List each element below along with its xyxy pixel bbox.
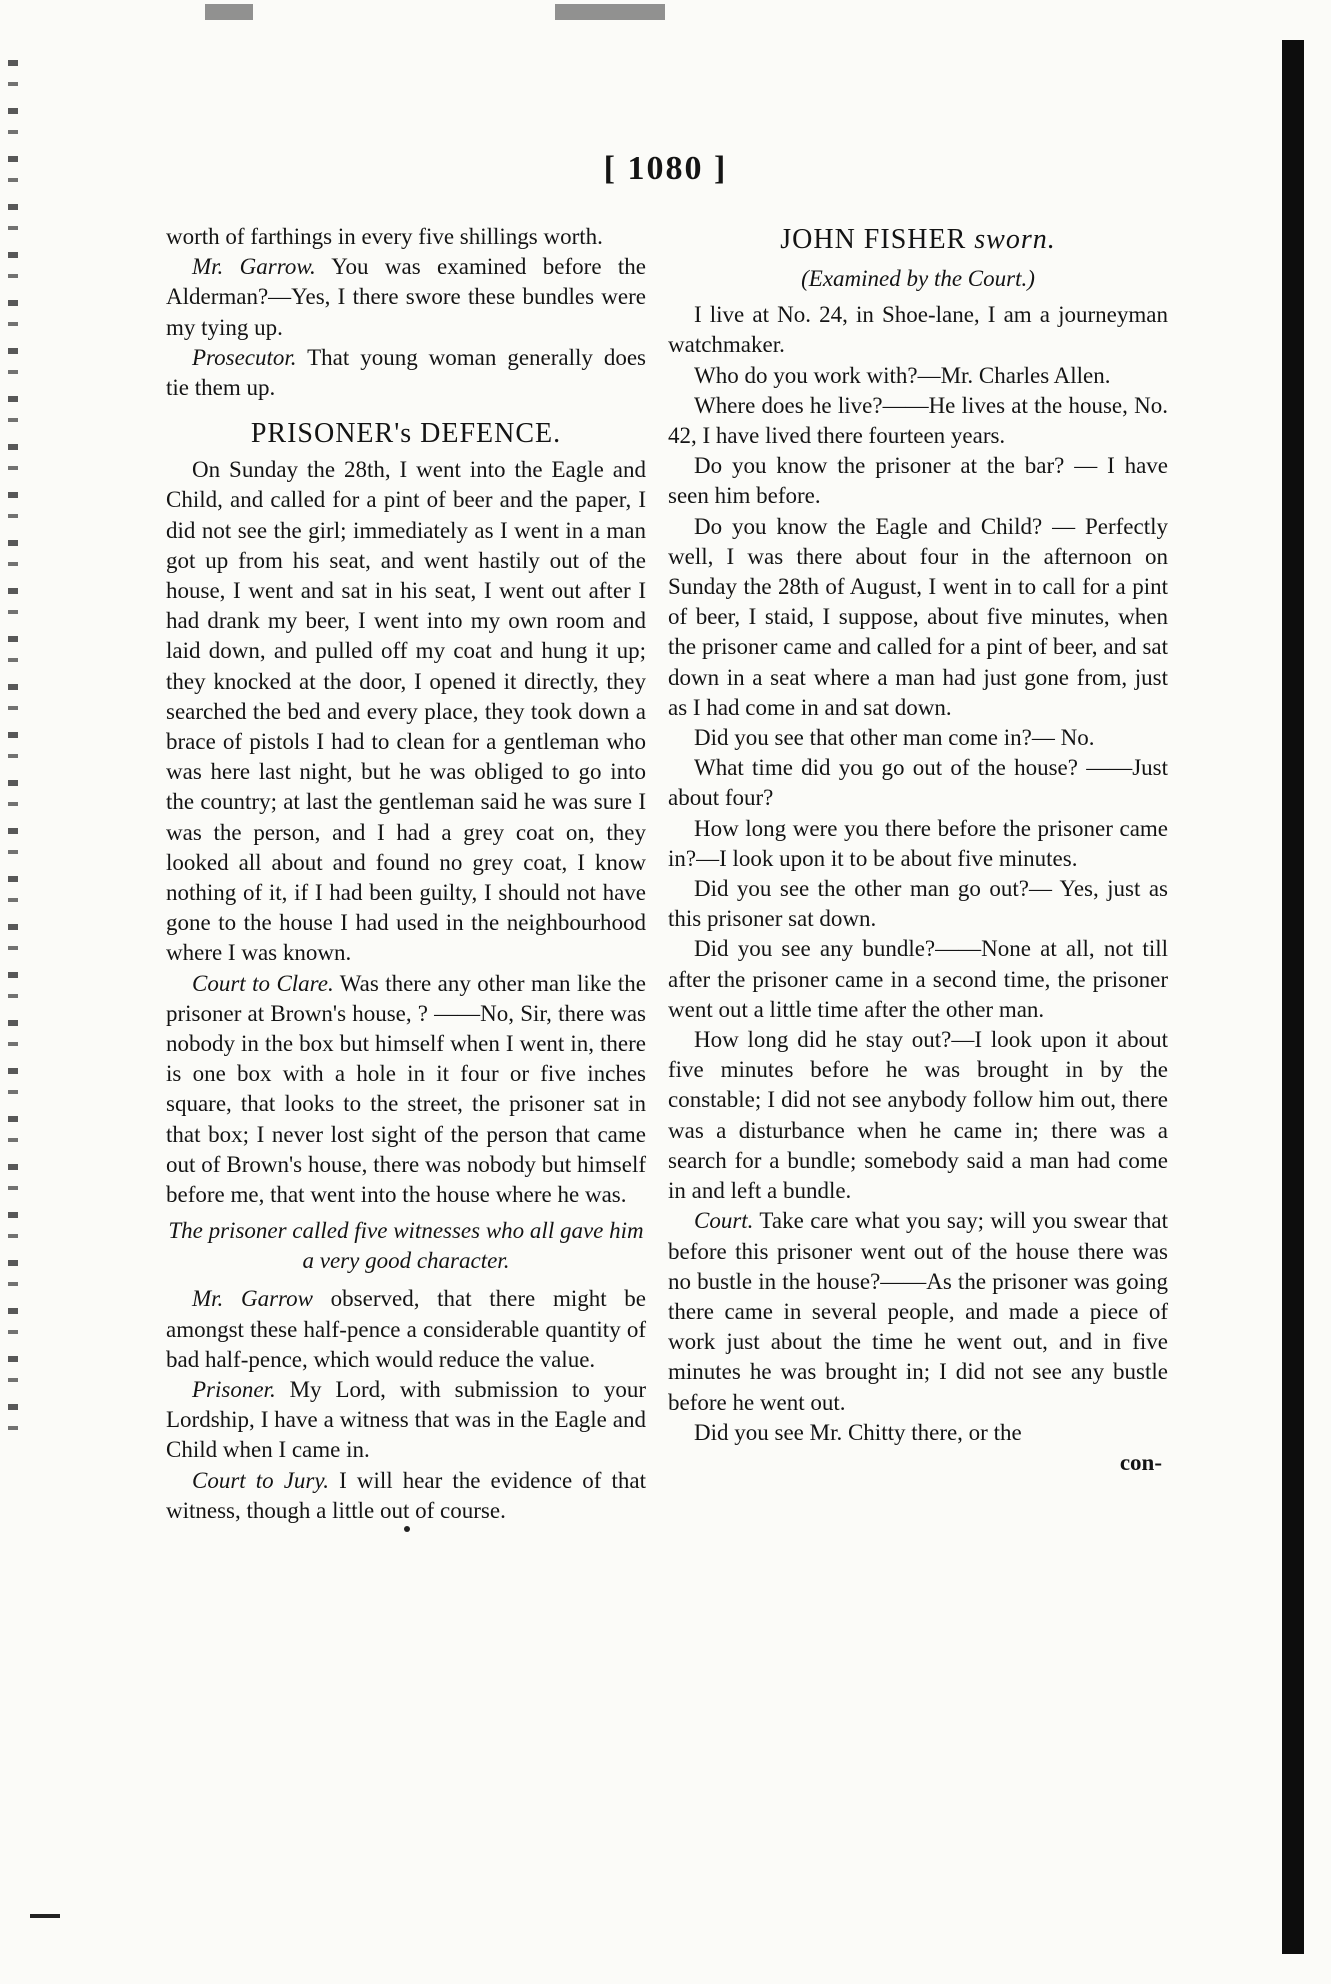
paragraph: [166, 343, 646, 403]
speech: Take care what you say; will you swear that before this prisoner went out of the house there was no bustle in the house?——As the prisoner was going there came in several people, and made a piece of work just about the time he went out, and in five minutes he was brought in; I did not see any bustle before he went out.: [668, 1208, 1168, 1415]
character-witness-note: The prisoner called five witnesses who all gave him a very good character.: [168, 1218, 644, 1274]
catchword: con-: [1119, 1449, 1162, 1475]
speaker: Court to Clare.: [192, 970, 334, 996]
paragraph: Did you see the other man go out?— Yes, just as this prisoner sat down.: [668, 876, 1168, 932]
page-number: [ 1080 ]: [603, 150, 728, 187]
speaker: Mr. Garrow.: [192, 254, 316, 280]
speech: I will hear the evidence of that witness, though a little out of course.: [166, 1467, 646, 1523]
testimony-paragraphs: [668, 300, 1168, 1206]
paragraph: Did you see Mr. Chitty there, or the: [694, 1419, 1022, 1445]
top-ink-smudge: [205, 4, 253, 20]
paragraph: worth of farthings in every five shillings worth.: [166, 224, 603, 249]
speech: My Lord, with submission to your Lordship, I have a witness that was in the Eagle and Child when I came in.: [166, 1376, 646, 1463]
paragraph: How long were you there before the prisoner came in?—I look upon it to be about five minutes.: [668, 815, 1168, 871]
examined-by-court: (Examined by the Court.): [801, 266, 1035, 291]
paragraph: Who do you work with?—Mr. Charles Allen.: [694, 362, 1111, 388]
paragraph: Do you know the Eagle and Child? — Perfectly well, I was there about four in the afternoon on Sunday the 28th of August, I went in to call for a pint of beer, I staid, I suppose, about five minutes, when the prisoner came and called for a pint of beer, and sat down in a seat where a man had just gone from, just as I had come in and sat down.: [668, 513, 1168, 720]
paragraph: What time did you go out of the house? ——Just about four?: [668, 755, 1168, 811]
speaker: Prisoner.: [192, 1376, 276, 1402]
paragraph: Do you know the prisoner at the bar? — I have seen him before.: [668, 453, 1168, 509]
paragraph: Where does he live?——He lives at the house, No. 42, I have lived there fourteen years.: [668, 392, 1168, 449]
section-heading: PRISONER's DEFENCE.: [250, 418, 562, 450]
paragraph: I live at No. 24, in Shoe-lane, I am a journeyman watchmaker.: [668, 302, 1168, 358]
paragraph: [668, 1206, 1168, 1417]
right-margin-binding: [1282, 40, 1304, 1954]
speaker: Court.: [694, 1208, 754, 1234]
paragraph: Did you see that other man come in?— No.: [694, 725, 1095, 751]
witness-name: JOHN FISHER: [780, 224, 967, 255]
ink-speck: [404, 1526, 410, 1532]
left-column: [166, 222, 646, 1526]
speech: You was examined before the Alderman?—Yes, I there swore these bundles were my tying up.: [166, 254, 646, 340]
speech: That young woman generally does tie them up.: [166, 344, 646, 401]
paragraph: [166, 252, 646, 343]
witness-sworn: sworn.: [966, 224, 1056, 255]
right-column: [668, 222, 1168, 1478]
paragraph: [166, 969, 646, 1211]
speaker: Court to Jury.: [192, 1467, 330, 1493]
top-ink-smudge: [555, 4, 665, 20]
paragraph: On Sunday the 28th, I went into the Eagle and Child, and called for a pint of beer and the paper, I did not see the girl; immediately as I went in a man got up from his seat, and went hastily out of the house, I went and sat in his seat, I went out after I had drank my beer, I went into my own room and laid down, and pulled off my coat and hung it up; they knocked at the door, I opened it directly, they searched the bed and every place, they took down a brace of pistols I had to clean for a gentleman who was here last night, but he was obliged to go into the country; at last the gentleman said he was sure I was the person, and I had a grey coat on, they looked all about and found no grey coat, I know nothing of it, if I had been guilty, I should not have gone to the house I had used in the neighbourhood where I was known.: [166, 457, 646, 966]
paragraph: [166, 1284, 646, 1375]
speech: observed, that there might be amongst these half-pence a considerable quantity of bad half-pence, which would reduce the value.: [166, 1286, 646, 1372]
speaker: Prosecutor.: [192, 344, 297, 370]
paragraph: How long did he stay out?—I look upon it about five minutes before he was brought in by the constable; I did not see anybody follow him out, there was a disturbance when he came in; there was a search for a bundle; somebody said a man had come in and left a bundle.: [668, 1027, 1168, 1204]
paragraph: Did you see any bundle?——None at all, not till after the prisoner came in a second time, the prisoner went out a little time after the other man.: [668, 936, 1168, 1022]
paragraph: [166, 1466, 646, 1526]
ink-speck: [30, 1914, 60, 1918]
witness-heading: [668, 222, 1168, 258]
speech: Was there any other man like the prisoner at Brown's house, ? ——No, Sir, there was nobody in the box but himself when I went in, there is one box with a hole in it four or five inches square, that looks to the street, the prisoner sat in that box; I never lost sight of the person that came out of Brown's house, there was nobody but himself before me, that went into the house where he was.: [166, 970, 647, 1208]
paragraph: [166, 1375, 646, 1466]
left-margin-binding: [8, 60, 18, 1440]
speaker: Mr. Garrow: [192, 1286, 313, 1312]
